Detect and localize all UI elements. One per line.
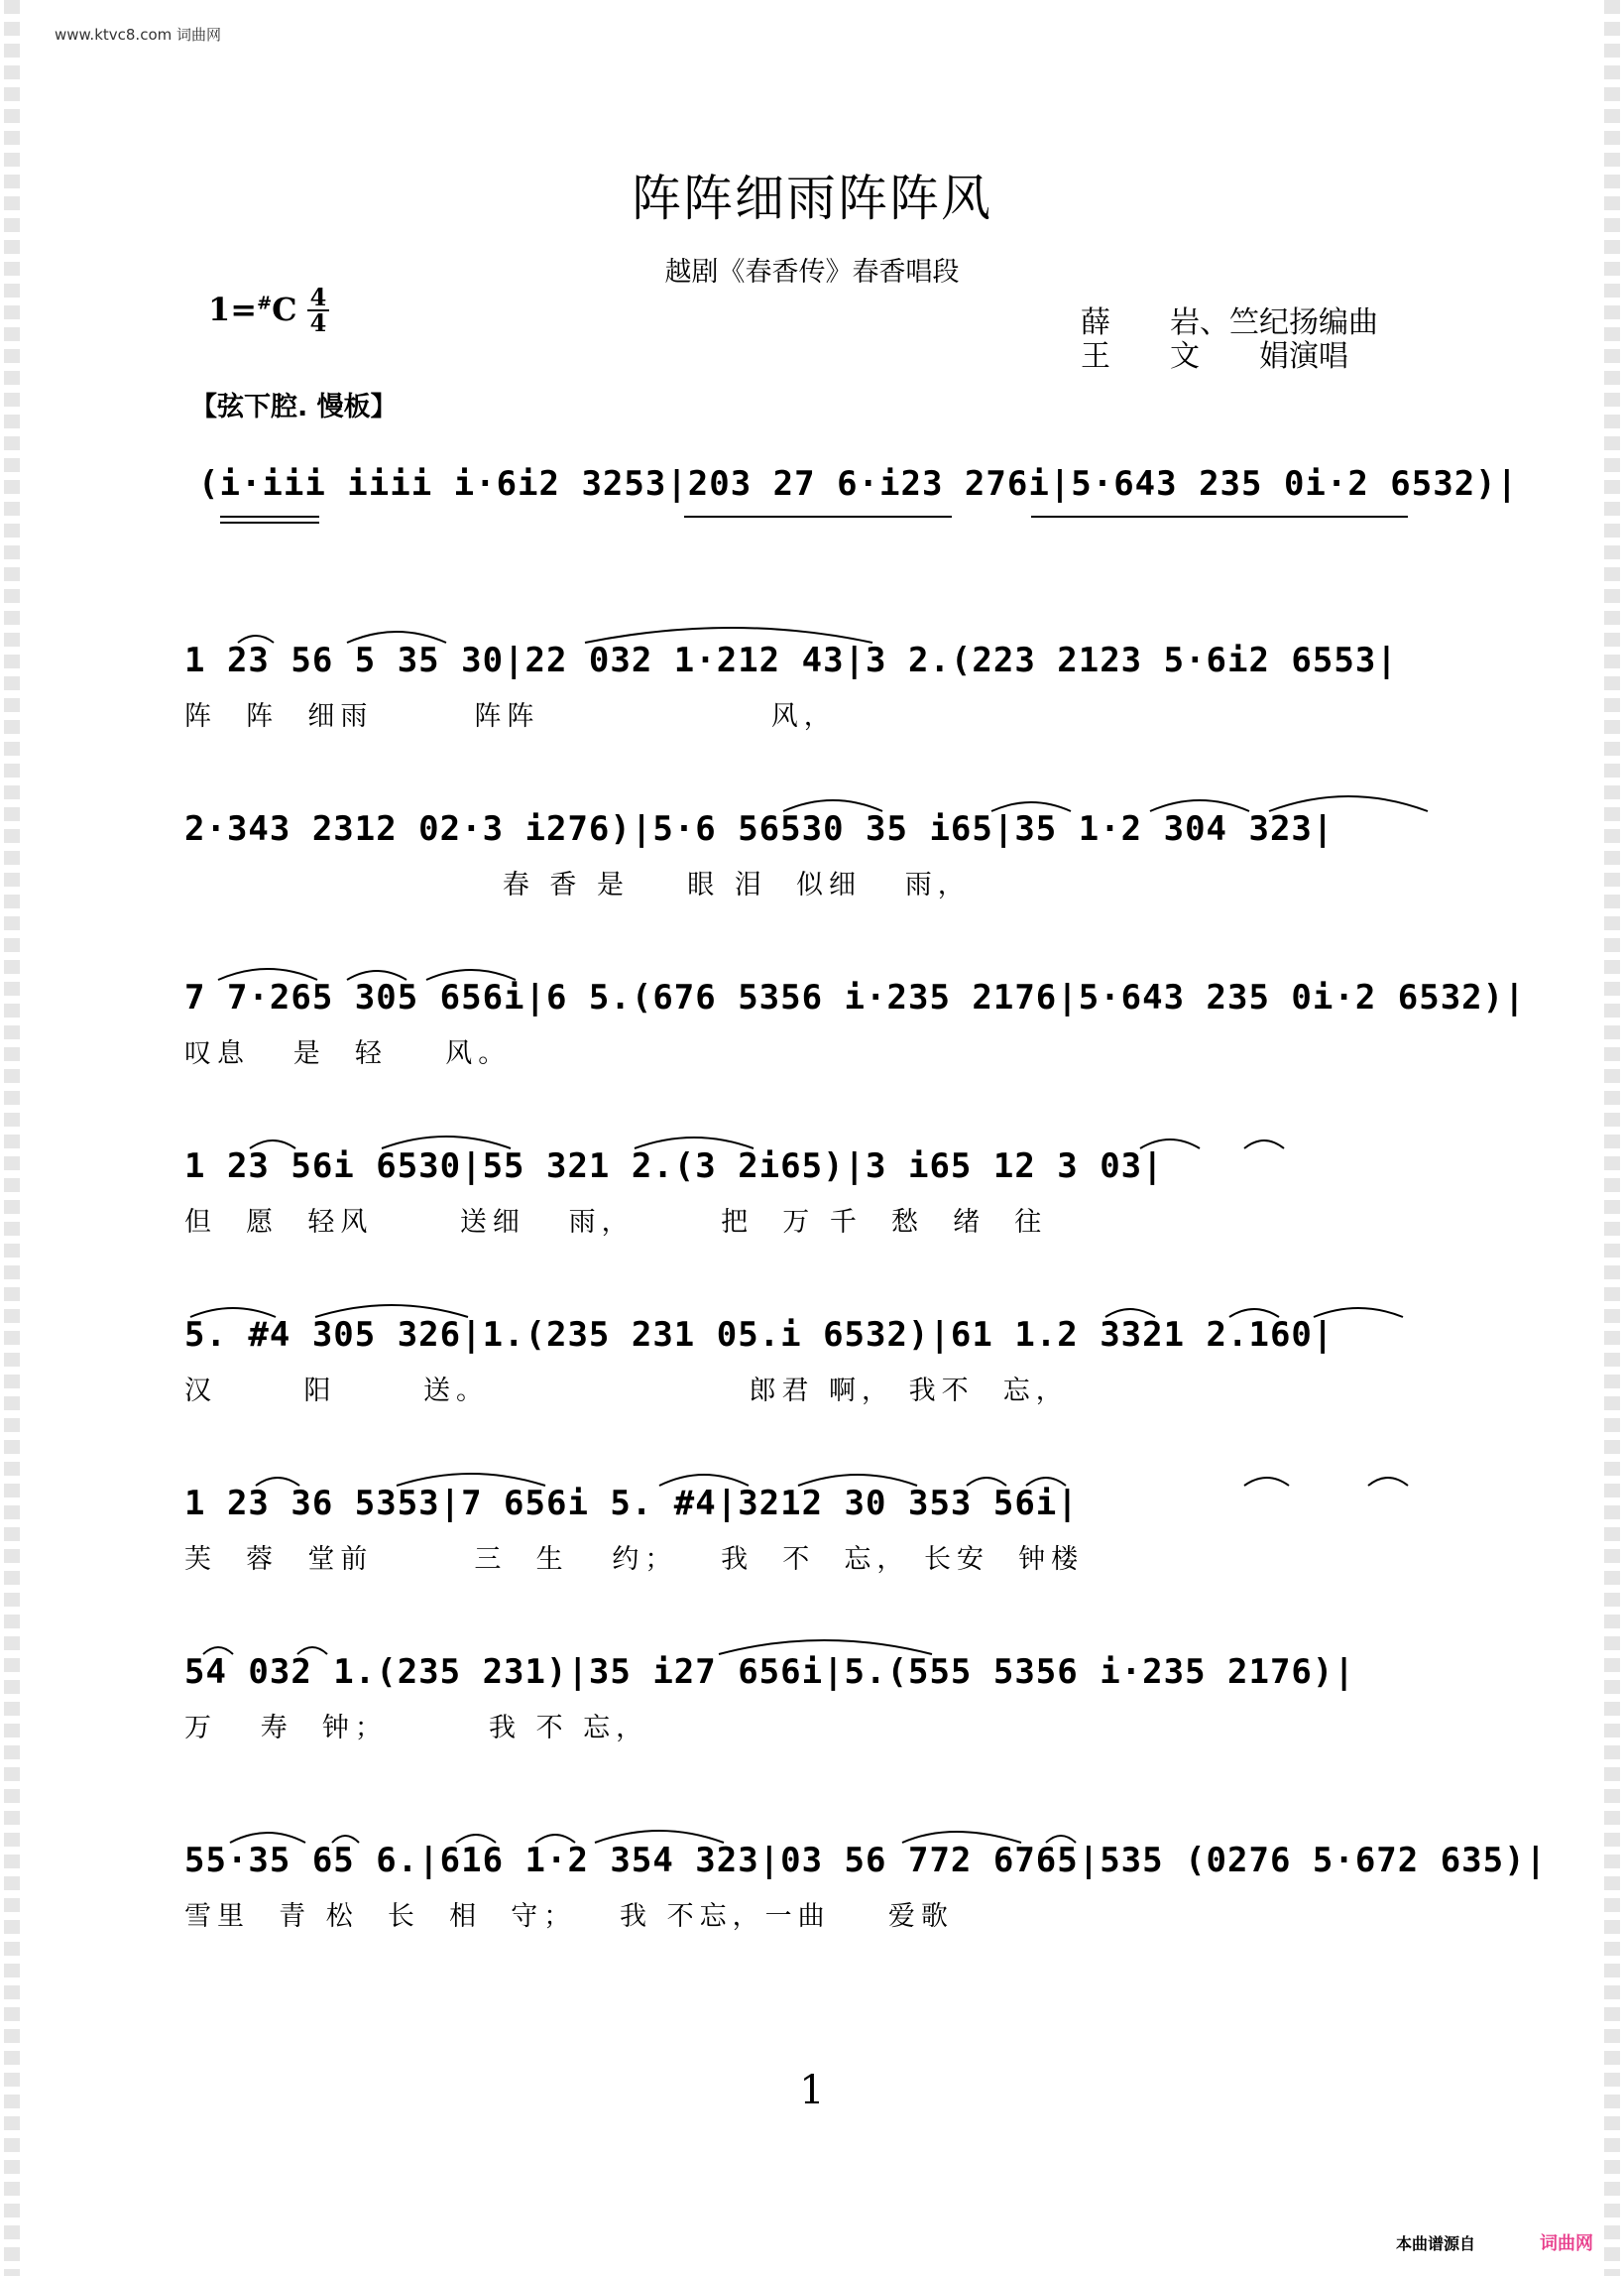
key-note: C	[272, 291, 297, 328]
key-signature	[208, 291, 297, 328]
lyrics: 芙 蓉 堂前 三 生 约； 我 不 忘， 长安 钟楼	[184, 1544, 1085, 1575]
underline	[220, 516, 319, 518]
lyrics: 万 寿 钟； 我 不 忘，	[184, 1713, 649, 1743]
notation: 2·343 2312 02·3 i276)|5·6 56530 35 i65|35 1·2 304 323|	[184, 809, 1334, 849]
lyrics: 雪里 青 松 长 相 守； 我 不忘，一曲 爱歌	[184, 1901, 954, 1932]
lyrics: 阵 阵 细雨 阵阵 风，	[184, 701, 837, 732]
site-link[interactable]: 词曲网	[1540, 2233, 1593, 2254]
notation: 1 23 56i 6530|55 321 2.(3 2i65)|3 i65 12 3 03|	[184, 1146, 1164, 1186]
notation: 5. #4 305 326|1.(235 231 05.i 6532)|61 1.2 3321 2.160|	[184, 1315, 1334, 1355]
sharp-sign: #	[257, 293, 273, 314]
time-signature-top: 4	[307, 286, 329, 311]
lyrics: 但 愿 轻风 送细 雨， 把 万 千 愁 绪 往	[184, 1207, 1048, 1238]
left-margin-strip	[4, 0, 20, 2276]
time-signature-bottom: 4	[309, 308, 327, 337]
underline	[220, 522, 319, 524]
page-number: 1	[799, 2068, 825, 2113]
lyrics: 汉 阳 送。 郎君 啊， 我不 忘，	[184, 1376, 1069, 1406]
notation: 7 7·265 305 656i|6 5.(676 5356 i·235 2176|5·643 235 0i·2 6532)|	[184, 978, 1526, 1018]
composer-credit: 薛 岩、竺纪扬编曲	[1081, 305, 1378, 340]
notation: 54 032 1.(235 231)|35 i27 656i|5.(555 5356 i·235 2176)|	[184, 1652, 1355, 1692]
underline	[1031, 516, 1408, 518]
song-subtitle: 越剧《春香传》春香唱段	[664, 257, 960, 288]
notation: 55·35 65 6.|616 1·2 354 323|03 56 772 6765|535 (0276 5·672 635)|	[184, 1841, 1548, 1880]
song-title: 阵阵细雨阵阵风	[632, 170, 992, 227]
underline	[684, 516, 952, 518]
notation: (i·iii iiii i·6i2 3253|203 27 6·i23 276i|5·643 235 0i·2 6532)|	[198, 464, 1519, 504]
notation: 1 23 36 5353|7 656i 5. #4|3212 30 353 56i|	[184, 1484, 1079, 1523]
time-signature	[307, 283, 329, 337]
lyrics: 叹息 是 轻 风。	[184, 1038, 512, 1069]
lyrics: 春 香 是 眼 泪 似细 雨，	[184, 870, 971, 900]
watermark-text: www.ktvc8.com 词曲网	[55, 26, 222, 44]
source-label: 本曲谱源自	[1396, 2234, 1476, 2253]
singer-credit: 王 文 娟演唱	[1081, 339, 1348, 374]
tempo-marking: 【弦下腔. 慢板】	[190, 392, 398, 422]
key-prefix: 1=	[208, 291, 258, 328]
notation: 1 23 56 5 35 30|22 032 1·212 43|3 2.(223 2123 5·6i2 6553|	[184, 641, 1398, 680]
right-margin-strip	[1604, 0, 1620, 2276]
